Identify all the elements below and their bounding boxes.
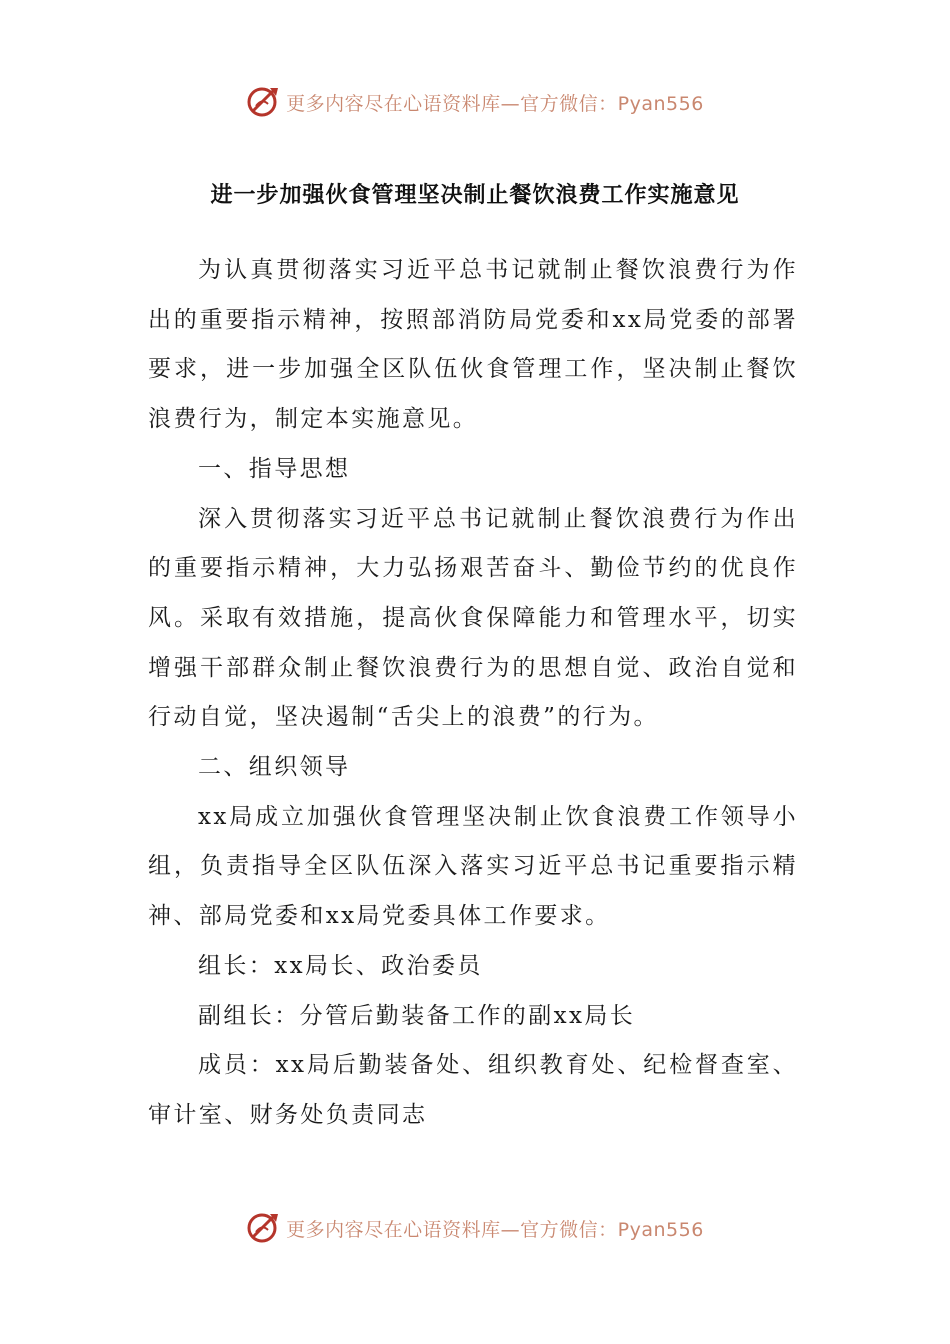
document-title: 进一步加强伙食管理坚决制止餐饮浪费工作实施意见 xyxy=(210,183,740,208)
paragraph-members: 成员：xx局后勤装备处、组织教育处、纪检督查室、审计室、财务处负责同志 xyxy=(148,1052,798,1128)
section-heading-guiding-thought: 一、指导思想 xyxy=(198,455,351,482)
watermark-banner-bottom xyxy=(0,1208,950,1248)
paragraph-organization: xx局成立加强伙食管理坚决制止饮食浪费工作领导小组，负责指导全区队伍深入落实习近平总书记重要指示精神、部局党委和xx局党委具体工作要求。 xyxy=(148,803,798,930)
pen-logo-icon xyxy=(246,84,282,120)
watermark-text: 更多内容尽在心语资料库—官方微信：Pyan556 xyxy=(286,92,704,115)
watermark-banner-top xyxy=(0,82,950,122)
document-body xyxy=(148,246,798,1141)
paragraph-deputy-leader: 副组长：分管后勤装备工作的副xx局长 xyxy=(198,1002,636,1029)
section-heading-organization: 二、组织领导 xyxy=(198,754,351,781)
paragraph-group-leader: 组长：xx局长、政治委员 xyxy=(198,952,483,979)
paragraph-intro: 为认真贯彻落实习近平总书记就制止餐饮浪费行为作出的重要指示精神，按照部消防局党委和xx局党委的部署要求，进一步加强全区队伍伙食管理工作，坚决制止餐饮浪费行为，制定本实施意见。 xyxy=(148,257,798,433)
paragraph-guiding-thought: 深入贯彻落实习近平总书记就制止餐饮浪费行为作出的重要指示精神，大力弘扬艰苦奋斗、勤俭节约的优良作风。采取有效措施，提高伙食保障能力和管理水平，切实增强干部群众制止餐饮浪费行为的思想自觉、政治自觉和行动自觉，坚决遏制“舌尖上的浪费”的行为。 xyxy=(148,505,798,731)
pen-logo-icon xyxy=(246,1210,282,1246)
watermark-text: 更多内容尽在心语资料库—官方微信：Pyan556 xyxy=(286,1218,704,1241)
